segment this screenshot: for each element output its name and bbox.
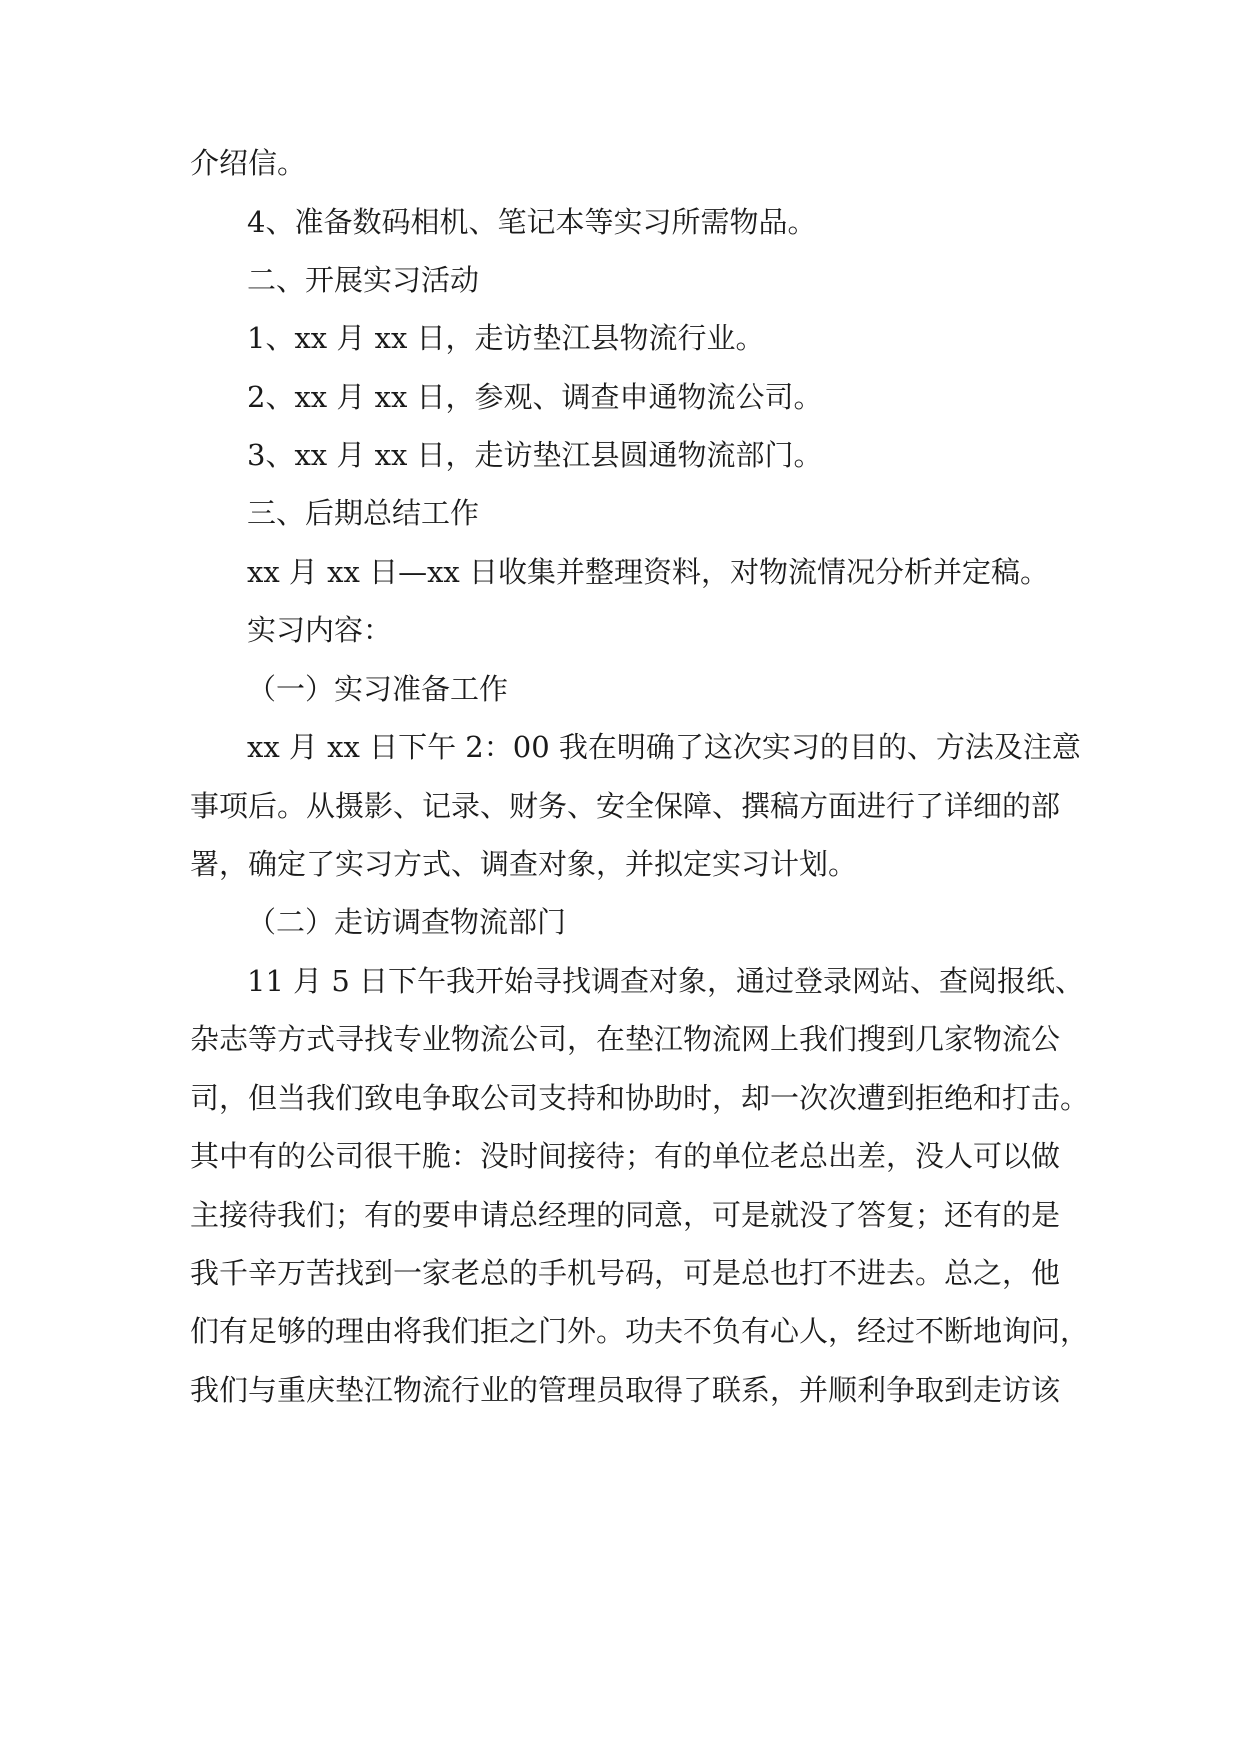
paragraph-line: xx 月 xx 日下午 2：00 我在明确了这次实习的目的、方法及注意 — [247, 730, 1081, 764]
paragraph-line: 们有足够的理由将我们拒之门外。功夫不负有心人，经过不断地询问， — [190, 1314, 1090, 1348]
paragraph-line: 主接待我们；有的要申请总经理的同意，可是就没了答复；还有的是 — [190, 1198, 1061, 1232]
paragraph-line: 我们与重庆垫江物流行业的管理员取得了联系，并顺利争取到走访该 — [190, 1373, 1061, 1407]
list-item: 2、xx 月 xx 日，参观、调查申通物流公司。 — [247, 380, 823, 414]
paragraph-line: 署，确定了实习方式、调查对象，并拟定实习计划。 — [190, 847, 858, 881]
paragraph-line: 事项后。从摄影、记录、财务、安全保障、撰稿方面进行了详细的部 — [190, 789, 1061, 823]
paragraph-line: 介绍信。 — [190, 146, 307, 180]
list-item: 1、xx 月 xx 日，走访垫江县物流行业。 — [247, 321, 765, 355]
paragraph-line: 司，但当我们致电争取公司支持和协助时，却一次次遭到拒绝和打击。 — [190, 1081, 1090, 1115]
subsection-heading: （二）走访调查物流部门 — [247, 905, 567, 939]
paragraph-line: 其中有的公司很干脆：没时间接待；有的单位老总出差，没人可以做 — [190, 1139, 1061, 1173]
paragraph-line: xx 月 xx 日—xx 日收集并整理资料，对物流情况分析并定稿。 — [247, 555, 1050, 589]
paragraph-line: 我千辛万苦找到一家老总的手机号码，可是总也打不进去。总之，他 — [190, 1256, 1061, 1290]
list-item: 3、xx 月 xx 日，走访垫江县圆通物流部门。 — [247, 438, 823, 472]
subsection-heading: （一）实习准备工作 — [247, 672, 509, 706]
paragraph-line: 杂志等方式寻找专业物流公司，在垫江物流网上我们搜到几家物流公 — [190, 1022, 1061, 1056]
section-heading: 三、后期总结工作 — [247, 496, 480, 530]
paragraph-line: 4、准备数码相机、笔记本等实习所需物品。 — [247, 205, 817, 239]
section-heading: 实习内容： — [247, 613, 393, 647]
paragraph-line: 11 月 5 日下午我开始寻找调查对象，通过登录网站、查阅报纸、 — [247, 964, 1085, 998]
section-heading: 二、开展实习活动 — [247, 263, 480, 297]
